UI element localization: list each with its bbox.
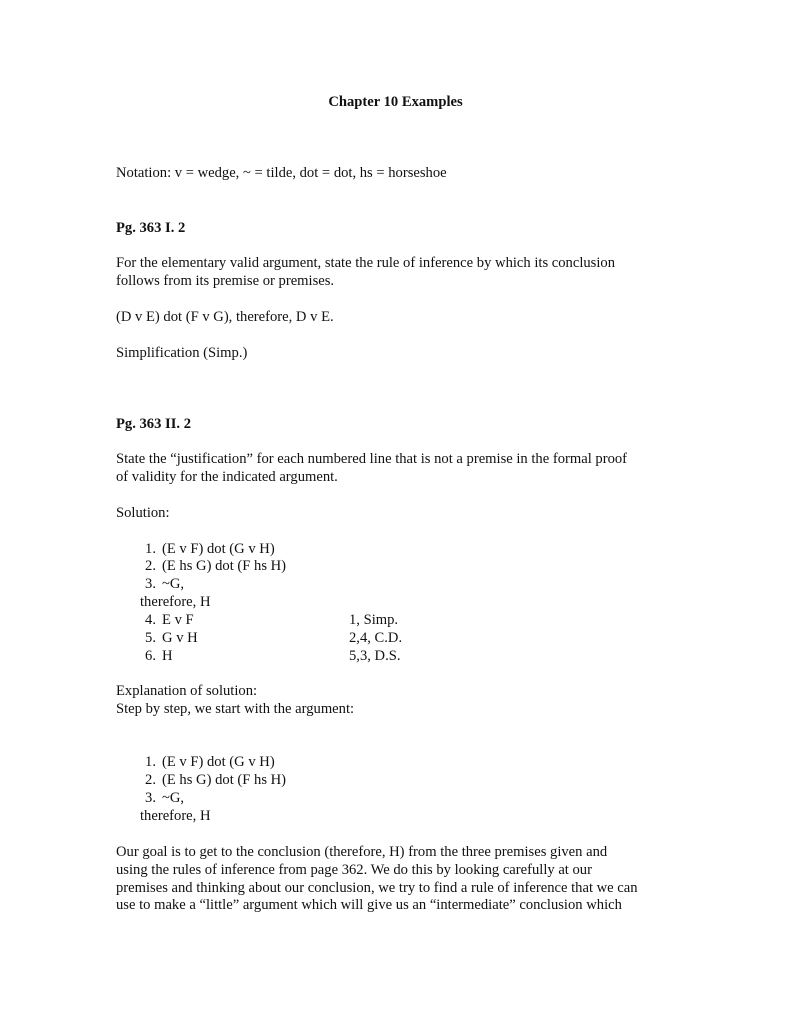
argument-line-number: 2. [145,772,156,788]
section1-argument: (D v E) dot (F v G), therefore, D v E. [116,309,334,325]
proof-line-number: 1. [145,541,156,557]
paragraph-line: use to make a “little” argument which will give us an “intermediate” conclusion which [116,897,622,913]
proof-line-justification: 2,4, C.D. [349,630,403,646]
proof-line-statement: H [162,648,173,664]
paragraph-line: using the rules of inference from page 362. We do this by looking carefully at our [116,862,592,878]
proof-line-statement: ~G, [162,576,185,592]
paragraph-line: premises and thinking about our conclusion, we try to find a rule of inference that we can [116,880,638,896]
explanation-label: Explanation of solution: [116,683,258,699]
section2-instruction-line2: of validity for the indicated argument. [116,469,338,485]
notation-line: Notation: v = wedge, ~ = tilde, dot = dot, hs = horseshoe [116,165,447,181]
section1-instruction-line2: follows from its premise or premises. [116,273,335,289]
argument-line-statement: (E v F) dot (G v H) [162,754,275,770]
proof-line-statement: (E hs G) dot (F hs H) [162,558,287,574]
argument-conclusion: therefore, H [140,808,211,824]
argument-line-number: 1. [145,754,156,770]
solution-label: Solution: [116,505,170,521]
section1-instruction-line1: For the elementary valid argument, state the rule of inference by which its conclusion [116,255,616,271]
proof-line-number: 2. [145,558,156,574]
proof-line-justification: 5,3, D.S. [349,648,401,664]
proof-line-statement: (E v F) dot (G v H) [162,541,275,557]
proof-line-number: 3. [145,576,156,592]
proof-line-statement: G v H [162,630,198,646]
proof-line-justification: 1, Simp. [349,612,399,628]
paragraph-line: Our goal is to get to the conclusion (therefore, H) from the three premises given and [116,844,608,860]
section1-heading: Pg. 363 I. 2 [116,220,186,236]
argument-line-statement: (E hs G) dot (F hs H) [162,772,287,788]
proof-line-number: 6. [145,648,156,664]
section1-answer: Simplification (Simp.) [116,345,248,361]
proof-line-statement: E v F [162,612,194,628]
section2-heading: Pg. 363 II. 2 [116,416,191,432]
page-title: Chapter 10 Examples [328,94,463,110]
argument-line-number: 3. [145,790,156,806]
proof-conclusion: therefore, H [140,594,211,610]
explanation-intro: Step by step, we start with the argument: [116,701,355,717]
proof-line-number: 4. [145,612,156,628]
proof-line-number: 5. [145,630,156,646]
section2-instruction-line1: State the “justification” for each numbered line that is not a premise in the formal proof [116,451,628,467]
argument-line-statement: ~G, [162,790,185,806]
